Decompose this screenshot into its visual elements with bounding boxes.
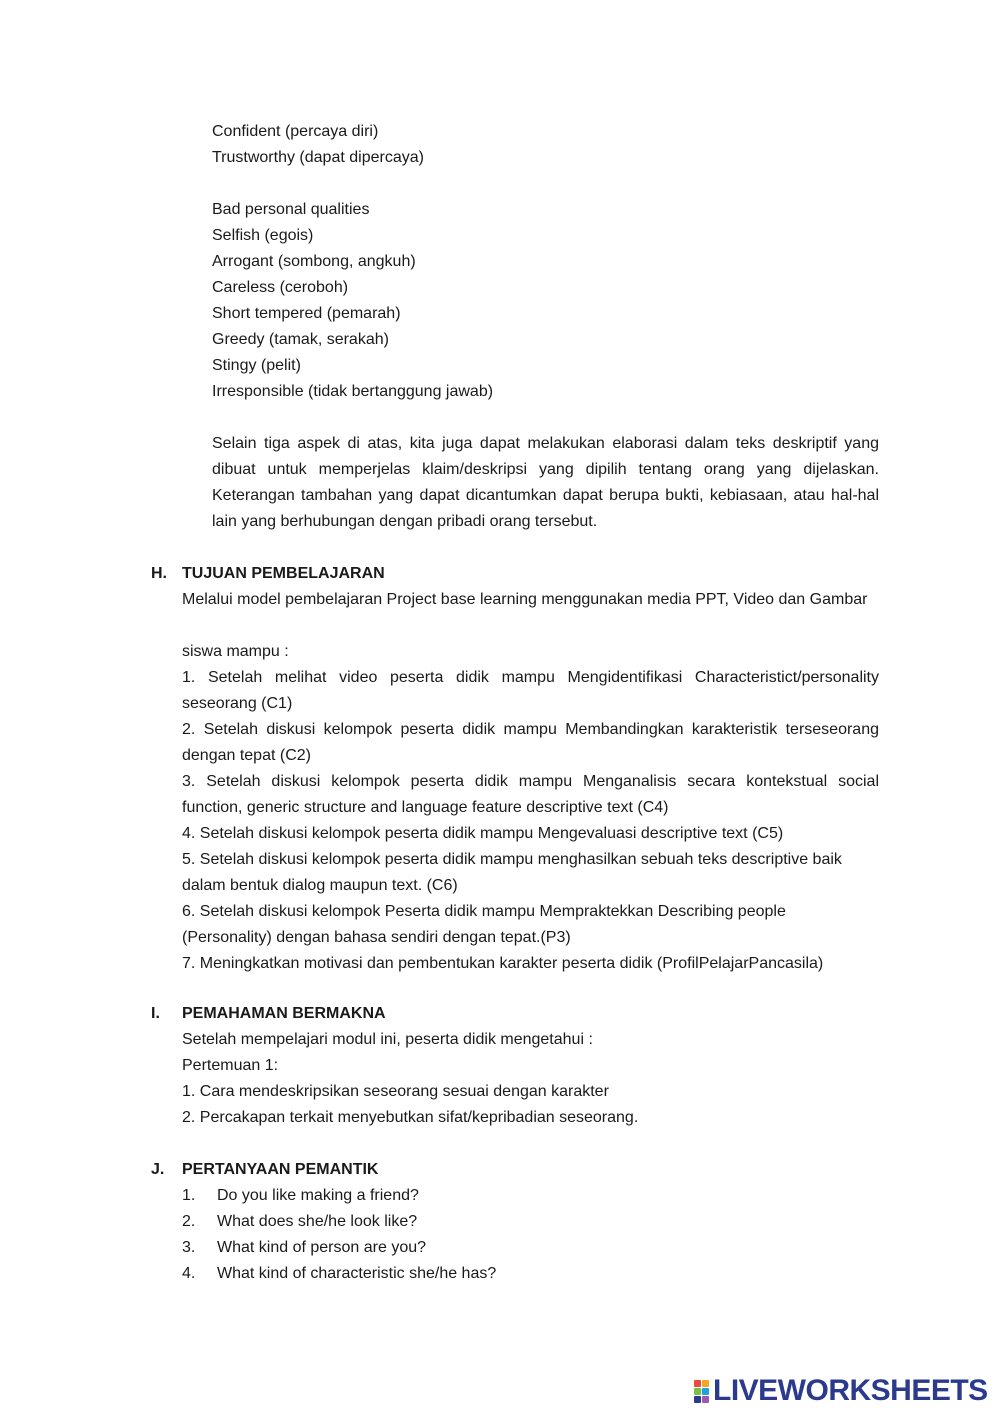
good-quality-item: Confident (percaya diri) <box>212 123 379 140</box>
good-quality-item: Trustworthy (dapat dipercaya) <box>212 149 424 166</box>
meeting-label: Pertemuan 1: <box>182 1057 279 1074</box>
section-letter: H. <box>151 565 167 582</box>
bad-quality-item: Careless (ceroboh) <box>212 279 349 296</box>
logo-mark-cell <box>702 1388 709 1395</box>
bad-quality-item: Greedy (tamak, serakah) <box>212 331 389 348</box>
objective-item: 3. Setelah diskusi kelompok peserta didik mampu Menganalisis secara kontekstual social function, generic structure and language feature descriptive text (C4) <box>182 773 879 816</box>
question-text: What kind of person are you? <box>217 1239 427 1256</box>
section-h-lead: siswa mampu : <box>182 643 289 660</box>
objective-item: 7. Meningkatkan motivasi dan pembentukan karakter peserta didik (ProfilPelajarPancasila) <box>182 955 824 972</box>
bad-quality-item: Short tempered (pemarah) <box>212 305 401 322</box>
section-h-heading <box>151 561 385 587</box>
objective-item: 5. Setelah diskusi kelompok peserta didik mampu menghasilkan sebuah teks descriptive baik dalam bentuk dialog maupun text. (C6) <box>182 851 842 894</box>
logo-mark-cell <box>694 1396 701 1403</box>
bad-quality-item: Arrogant (sombong, angkuh) <box>212 253 416 270</box>
section-title: PEMAHAMAN BERMAKNA <box>182 1005 386 1022</box>
question-number: 4. <box>182 1265 196 1282</box>
logo-mark-cell <box>694 1388 701 1395</box>
question-item <box>182 1209 417 1235</box>
logo-mark-cell <box>702 1396 709 1403</box>
objective-item: 1. Setelah melihat video peserta didik mampu Mengidentifikasi Characteristict/personality seseorang (C1) <box>182 669 879 712</box>
logo-mark-cell <box>694 1380 701 1387</box>
section-i-heading <box>151 1001 386 1027</box>
section-letter: J. <box>151 1161 165 1178</box>
section-title: PERTANYAAN PEMANTIK <box>182 1161 379 1178</box>
logo-mark-icon <box>694 1380 709 1403</box>
question-number: 2. <box>182 1213 196 1230</box>
section-h-intro: Melalui model pembelajaran Project base learning menggunakan media PPT, Video dan Gambar <box>182 591 868 608</box>
understanding-item: 2. Percakapan terkait menyebutkan sifat/kepribadian seseorang. <box>182 1109 639 1126</box>
bad-quality-item: Selfish (egois) <box>212 227 314 244</box>
section-title: TUJUAN PEMBELAJARAN <box>182 565 385 582</box>
bad-quality-item: Irresponsible (tidak bertanggung jawab) <box>212 383 494 400</box>
question-item <box>182 1261 496 1287</box>
objective-item: 2. Setelah diskusi kelompok peserta didik mampu Membandingkan karakteristik terseseorang dengan tepat (C2) <box>182 721 879 764</box>
understanding-item: 1. Cara mendeskripsikan seseorang sesuai dengan karakter <box>182 1083 609 1100</box>
section-i-intro: Setelah mempelajari modul ini, peserta didik mengetahui : <box>182 1031 593 1048</box>
question-number: 1. <box>182 1187 196 1204</box>
section-j-heading <box>151 1157 378 1183</box>
logo-mark-cell <box>702 1380 709 1387</box>
elaboration-paragraph: Selain tiga aspek di atas, kita juga dapat melakukan elaborasi dalam teks deskriptif yang dibuat untuk memperjelas klaim/deskripsi yang dipilih tentang orang yang dijelaskan. Keterangan tambahan yang dapat dicantumkan dapat berupa bukti, kebiasaan, atau hal-hal lain yang berhubungan dengan pribadi orang tersebut. <box>212 435 879 530</box>
bad-quality-item: Stingy (pelit) <box>212 357 301 374</box>
section-letter: I. <box>151 1005 160 1022</box>
objective-item: 6. Setelah diskusi kelompok Peserta didik mampu Mempraktekkan Describing people (Personality) dengan bahasa sendiri dengan tepat.(P3) <box>182 903 786 946</box>
question-number: 3. <box>182 1239 196 1256</box>
logo-text: LIVEWORKSHEETS <box>713 1374 988 1407</box>
question-text: What does she/he look like? <box>217 1213 418 1230</box>
objective-item: 4. Setelah diskusi kelompok peserta didik mampu Mengevaluasi descriptive text (C5) <box>182 825 784 842</box>
question-item <box>182 1235 426 1261</box>
question-text: What kind of characteristic she/he has? <box>217 1265 497 1282</box>
bad-qualities-title: Bad personal qualities <box>212 201 370 218</box>
liveworksheets-logo[interactable] <box>694 1376 988 1406</box>
question-item <box>182 1183 419 1209</box>
question-text: Do you like making a friend? <box>217 1187 419 1204</box>
